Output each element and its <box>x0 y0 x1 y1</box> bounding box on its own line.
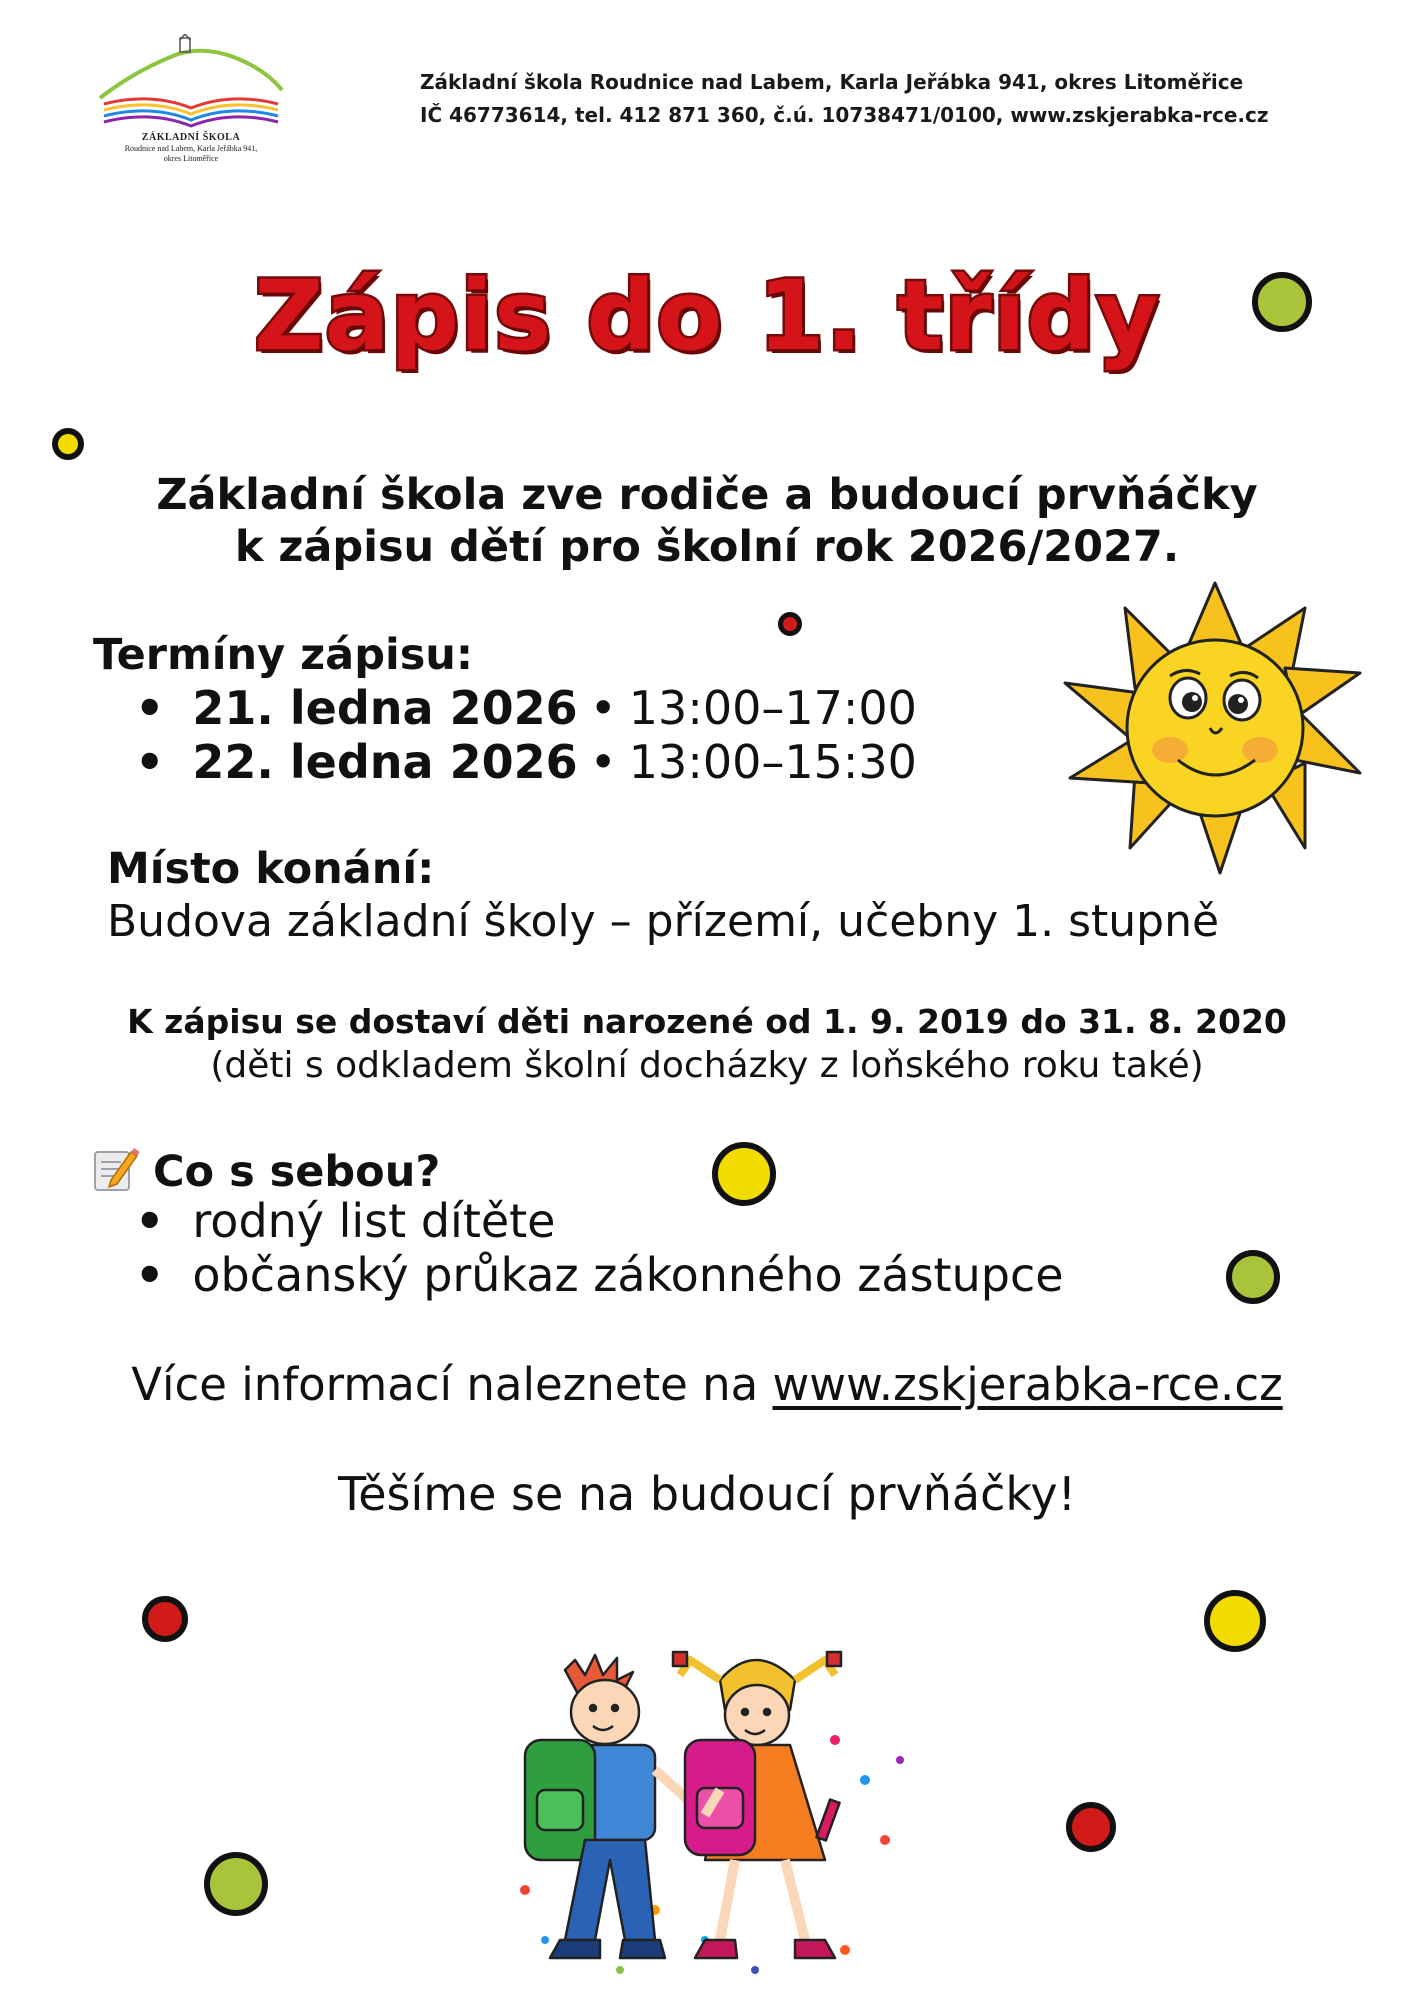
eligibility-note: (děti s odkladem školní docházky z loňského roku také) <box>210 1045 1204 1086</box>
red-dot-icon <box>778 612 802 636</box>
intro-line-2: k zápisu dětí pro školní rok 2026/2027. <box>234 522 1180 572</box>
term-time: 13:00–15:30 <box>628 735 917 789</box>
place-heading: Místo konání: <box>107 844 435 894</box>
term-item <box>135 737 917 788</box>
bullet-icon: • <box>135 1248 165 1302</box>
bullet-icon: • <box>135 735 165 789</box>
school-children-illustration <box>505 1640 925 2000</box>
red-dot-icon <box>1066 1802 1116 1852</box>
terms-heading: Termíny zápisu: <box>93 630 474 680</box>
closing-text: Těšíme se na budoucí prvňáčky! <box>337 1467 1077 1521</box>
place-text: Budova základní školy – přízemí, učebny 1. stupně <box>107 896 1220 947</box>
red-dot-icon <box>142 1596 188 1642</box>
term-date: 21. ledna 2026 <box>192 681 578 735</box>
green-dot-icon <box>1252 272 1312 332</box>
more-info <box>0 1358 1414 1411</box>
hill-book-logo-icon <box>96 34 286 134</box>
bullet-icon: • <box>135 1194 165 1248</box>
logo-school-name: ZÁKLADNÍ ŠKOLA <box>141 132 241 143</box>
school-address-line: Základní škola Roudnice nad Labem, Karla Jeřábka 941, okres Litoměřice <box>420 70 1244 94</box>
term-item <box>135 683 917 734</box>
bring-item-label: občanský průkaz zákonného zástupce <box>192 1248 1064 1302</box>
bring-heading <box>93 1146 440 1196</box>
term-separator: • <box>589 681 617 735</box>
yellow-dot-icon <box>52 428 84 460</box>
bring-item-label: rodný list dítěte <box>192 1194 556 1248</box>
logo-address: Roudnice nad Labem, Karla Jeřábka 941, <box>124 144 258 153</box>
green-dot-icon <box>1226 1250 1280 1304</box>
term-time: 13:00–17:00 <box>628 681 917 735</box>
term-separator: • <box>589 735 617 789</box>
more-info-text: Více informací naleznete na <box>131 1358 773 1411</box>
memo-pencil-icon <box>93 1146 139 1192</box>
website-link[interactable]: www.zskjerabka-rce.cz <box>772 1358 1283 1411</box>
bring-item <box>135 1196 556 1247</box>
school-contact-line: IČ 46773614, tel. 412 871 360, č.ú. 10738471/0100, www.zskjerabka-rce.cz <box>420 103 1269 127</box>
yellow-dot-icon <box>712 1142 776 1206</box>
bring-item <box>135 1250 1064 1301</box>
term-date: 22. ledna 2026 <box>192 735 578 789</box>
logo-district: okres Litoměřice <box>163 154 219 163</box>
page-title: Zápis do 1. třídy <box>254 260 1160 372</box>
bring-heading-label: Co s sebou? <box>153 1147 441 1197</box>
eligibility-text: K zápisu se dostaví děti narozené od 1. 9. 2019 do 31. 8. 2020 <box>127 1002 1287 1041</box>
intro-line-1: Základní škola zve rodiče a budoucí prvňáčky <box>156 470 1258 520</box>
green-dot-icon <box>204 1852 268 1916</box>
smiling-sun-icon <box>1060 578 1370 878</box>
yellow-dot-icon <box>1204 1590 1266 1652</box>
bullet-icon: • <box>135 681 165 735</box>
school-logo <box>96 34 286 176</box>
